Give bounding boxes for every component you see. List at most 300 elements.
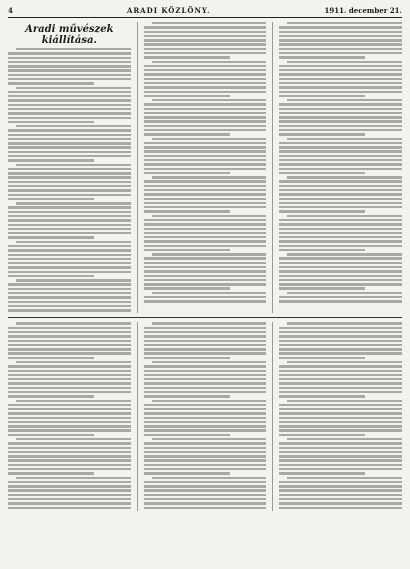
text-line — [279, 352, 402, 354]
text-line — [152, 176, 267, 178]
text-line — [279, 69, 402, 71]
text-line — [152, 400, 267, 402]
text-line — [144, 125, 267, 127]
text-line — [279, 120, 402, 122]
text-line — [279, 335, 402, 337]
text-line — [8, 296, 131, 298]
text-line — [144, 395, 230, 397]
text-line — [279, 82, 402, 84]
text-line — [287, 292, 402, 294]
text-line — [8, 378, 131, 380]
text-line — [279, 494, 402, 496]
text-line — [8, 117, 131, 119]
text-line — [144, 442, 267, 444]
text-line — [144, 189, 267, 191]
text-line — [279, 249, 365, 251]
text-line — [8, 228, 131, 230]
text-line — [279, 219, 402, 221]
text-line — [8, 99, 131, 101]
text-line — [279, 266, 402, 268]
text-line — [287, 361, 402, 363]
text-line — [144, 163, 267, 165]
text-line — [144, 472, 230, 474]
text-line — [144, 340, 267, 342]
text-line — [8, 365, 131, 367]
text-line — [144, 168, 267, 170]
text-line — [152, 322, 267, 324]
text-line — [279, 210, 365, 212]
text-line — [144, 91, 267, 93]
text-line — [152, 215, 267, 217]
column-4 — [8, 322, 131, 510]
text-line — [8, 502, 131, 504]
text-line — [144, 494, 267, 496]
text-line — [287, 438, 402, 440]
text-line — [279, 412, 402, 414]
text-line — [144, 270, 267, 272]
text-line — [279, 202, 402, 204]
text-line — [144, 232, 267, 234]
text-line — [8, 335, 131, 337]
text-line — [8, 254, 131, 256]
text-line — [8, 425, 131, 427]
text-line — [152, 438, 267, 440]
text-line — [8, 245, 131, 247]
text-line — [8, 408, 131, 410]
text-line — [144, 387, 267, 389]
text-line — [144, 193, 267, 195]
text-line — [8, 309, 131, 311]
text-line — [16, 241, 131, 243]
text-line — [152, 361, 267, 363]
text-line — [144, 408, 267, 410]
text-line — [8, 138, 131, 140]
text-line — [8, 464, 131, 466]
text-line — [8, 172, 131, 174]
text-line — [279, 365, 402, 367]
text-line — [144, 146, 267, 148]
text-line — [8, 494, 131, 496]
text-line — [144, 412, 267, 414]
text-line — [16, 361, 131, 363]
text-line — [279, 108, 402, 110]
text-line — [279, 133, 365, 135]
text-line — [8, 387, 131, 389]
text-line — [279, 125, 402, 127]
text-line — [279, 296, 402, 298]
text-line — [144, 202, 267, 204]
text-line — [144, 468, 267, 470]
text-line — [8, 189, 131, 191]
text-line — [8, 57, 131, 59]
text-line — [144, 404, 267, 406]
text-line — [8, 78, 131, 80]
text-line — [279, 73, 402, 75]
text-line — [144, 275, 267, 277]
text-line — [144, 262, 267, 264]
text-line — [144, 481, 267, 483]
text-line — [8, 417, 131, 419]
text-line — [279, 429, 402, 431]
text-line — [8, 305, 131, 307]
text-line — [8, 142, 131, 144]
text-line — [8, 455, 131, 457]
text-line — [8, 185, 131, 187]
text-line — [279, 502, 402, 504]
text-line — [8, 112, 131, 114]
text-line — [287, 322, 402, 324]
text-line — [8, 472, 94, 474]
text-line — [279, 507, 402, 509]
text-line — [152, 292, 267, 294]
text-line — [144, 344, 267, 346]
text-line — [287, 176, 402, 178]
text-line — [144, 108, 267, 110]
text-line — [144, 185, 267, 187]
text-line — [8, 108, 131, 110]
text-line — [144, 245, 267, 247]
text-line — [144, 279, 267, 281]
text-line — [279, 370, 402, 372]
text-line — [279, 275, 402, 277]
text-line — [8, 249, 131, 251]
text-line — [16, 279, 131, 281]
text-line — [144, 210, 230, 212]
column-1 — [8, 22, 131, 313]
text-line — [144, 434, 230, 436]
text-line — [279, 327, 402, 329]
text-line — [279, 331, 402, 333]
text-line — [279, 31, 402, 33]
text-line — [279, 48, 402, 50]
text-line — [279, 65, 402, 67]
text-line — [8, 104, 131, 106]
text-line — [144, 180, 267, 182]
text-line — [279, 498, 402, 500]
issue-date: 1911. december 21. — [324, 6, 402, 15]
text-line — [8, 271, 131, 273]
text-line — [144, 219, 267, 221]
text-line — [8, 262, 131, 264]
text-line — [8, 344, 131, 346]
text-line — [8, 121, 94, 123]
text-line — [8, 151, 131, 153]
text-line — [279, 228, 402, 230]
text-line — [144, 223, 267, 225]
text-line — [279, 172, 365, 174]
text-line — [279, 198, 402, 200]
text-line — [8, 434, 94, 436]
text-line — [279, 91, 402, 93]
text-line — [144, 95, 230, 97]
text-line — [144, 266, 267, 268]
text-line — [144, 43, 267, 45]
text-line — [144, 257, 267, 259]
text-line — [144, 56, 230, 58]
text-line — [8, 507, 131, 509]
text-line — [8, 219, 131, 221]
text-line — [8, 283, 131, 285]
text-line — [16, 125, 131, 127]
text-line — [279, 35, 402, 37]
text-line — [144, 48, 267, 50]
text-line — [8, 91, 131, 93]
text-line — [8, 206, 131, 208]
text-line — [144, 348, 267, 350]
text-line — [8, 224, 131, 226]
text-line — [287, 99, 402, 101]
text-line — [144, 382, 267, 384]
text-line — [279, 236, 402, 238]
text-line — [279, 26, 402, 28]
text-line — [279, 344, 402, 346]
text-line — [8, 340, 131, 342]
text-line — [144, 69, 267, 71]
text-line — [279, 112, 402, 114]
text-line — [279, 481, 402, 483]
upper-columns — [8, 22, 402, 313]
text-line — [279, 39, 402, 41]
text-line — [287, 253, 402, 255]
text-line — [16, 48, 131, 50]
text-line — [8, 374, 131, 376]
text-line — [144, 82, 267, 84]
text-line — [144, 249, 230, 251]
text-line — [8, 159, 94, 161]
text-line — [8, 451, 131, 453]
text-line — [279, 387, 402, 389]
text-line — [8, 258, 131, 260]
text-line — [16, 87, 131, 89]
text-line — [279, 417, 402, 419]
text-line — [279, 455, 402, 457]
text-line — [144, 327, 267, 329]
text-line — [144, 120, 267, 122]
text-line — [8, 61, 131, 63]
text-line — [144, 425, 267, 427]
text-line — [279, 451, 402, 453]
text-line — [287, 215, 402, 217]
text-line — [144, 459, 267, 461]
text-line — [8, 485, 131, 487]
column-6 — [279, 322, 402, 510]
text-line — [144, 39, 267, 41]
column-divider — [137, 22, 138, 313]
text-line — [8, 198, 94, 200]
column-divider — [272, 322, 273, 510]
text-line — [8, 301, 131, 303]
text-line — [144, 296, 267, 298]
text-line — [279, 146, 402, 148]
text-line — [144, 150, 267, 152]
text-line — [8, 288, 131, 290]
text-line — [8, 327, 131, 329]
text-line — [144, 374, 267, 376]
text-line — [144, 31, 267, 33]
text-line — [279, 163, 402, 165]
text-line — [279, 142, 402, 144]
text-line — [8, 447, 131, 449]
text-line — [8, 331, 131, 333]
text-line — [8, 82, 94, 84]
text-line — [8, 382, 131, 384]
column-2 — [144, 22, 267, 313]
text-line — [279, 185, 402, 187]
text-line — [8, 352, 131, 354]
text-line — [8, 134, 131, 136]
text-line — [144, 142, 267, 144]
text-line — [144, 78, 267, 80]
text-line — [144, 370, 267, 372]
text-line — [8, 95, 131, 97]
text-line — [8, 74, 131, 76]
text-line — [144, 86, 267, 88]
text-line — [8, 395, 94, 397]
text-line — [144, 365, 267, 367]
text-line — [279, 232, 402, 234]
text-line — [279, 391, 402, 393]
text-line — [279, 378, 402, 380]
text-line — [144, 228, 267, 230]
text-line — [144, 73, 267, 75]
column-3 — [279, 22, 402, 313]
text-line — [144, 52, 267, 54]
text-line — [16, 438, 131, 440]
column-divider — [272, 22, 273, 313]
text-line — [8, 146, 131, 148]
text-line — [144, 287, 230, 289]
text-line — [8, 215, 131, 217]
masthead — [8, 6, 402, 18]
text-line — [8, 194, 131, 196]
text-line — [279, 52, 402, 54]
text-line — [279, 408, 402, 410]
text-line — [144, 331, 267, 333]
lower-columns — [8, 322, 402, 510]
text-line — [144, 489, 267, 491]
text-line — [8, 489, 131, 491]
text-line — [144, 133, 230, 135]
text-line — [144, 455, 267, 457]
text-line — [144, 352, 267, 354]
text-line — [8, 52, 131, 54]
text-line — [279, 240, 402, 242]
text-line — [144, 283, 267, 285]
column-divider — [137, 322, 138, 510]
text-line — [144, 464, 267, 466]
text-line — [279, 468, 402, 470]
text-line — [144, 421, 267, 423]
text-line — [152, 61, 267, 63]
text-line — [279, 180, 402, 182]
text-line — [279, 283, 402, 285]
text-line — [279, 206, 402, 208]
text-line — [279, 155, 402, 157]
text-line — [8, 391, 131, 393]
text-line — [279, 357, 365, 359]
text-line — [8, 348, 131, 350]
text-line — [152, 138, 267, 140]
text-line — [144, 240, 267, 242]
text-line — [279, 78, 402, 80]
text-line — [144, 335, 267, 337]
text-line — [16, 202, 131, 204]
text-line — [144, 159, 267, 161]
text-line — [144, 498, 267, 500]
text-line — [8, 155, 131, 157]
text-line — [279, 300, 402, 302]
section-rule — [8, 317, 402, 318]
text-line — [8, 168, 131, 170]
text-line — [144, 429, 267, 431]
text-line — [279, 485, 402, 487]
text-line — [287, 400, 402, 402]
text-line — [279, 159, 402, 161]
text-line — [144, 391, 267, 393]
text-line — [144, 300, 267, 302]
text-line — [144, 447, 267, 449]
text-line — [8, 69, 131, 71]
text-line — [152, 253, 267, 255]
text-line — [144, 206, 267, 208]
text-line — [279, 95, 365, 97]
text-line — [144, 35, 267, 37]
text-line — [16, 477, 131, 479]
text-line — [279, 489, 402, 491]
text-line — [8, 412, 131, 414]
text-line — [8, 181, 131, 183]
text-line — [279, 168, 402, 170]
text-line — [279, 189, 402, 191]
text-line — [279, 270, 402, 272]
text-line — [144, 485, 267, 487]
text-line — [279, 103, 402, 105]
text-line — [8, 429, 131, 431]
text-line — [279, 86, 402, 88]
text-line — [144, 378, 267, 380]
text-line — [279, 150, 402, 152]
text-line — [279, 245, 402, 247]
text-line — [144, 172, 230, 174]
newspaper-title: ARADI KÖZLÖNY. — [126, 6, 211, 15]
text-line — [279, 257, 402, 259]
text-line — [279, 382, 402, 384]
text-line — [144, 155, 267, 157]
text-line — [279, 374, 402, 376]
text-line — [279, 447, 402, 449]
text-line — [8, 498, 131, 500]
text-line — [16, 164, 131, 166]
text-line — [279, 43, 402, 45]
text-line — [279, 193, 402, 195]
text-line — [8, 404, 131, 406]
column-5 — [144, 322, 267, 510]
text-line — [144, 116, 267, 118]
text-line — [279, 223, 402, 225]
text-line — [144, 26, 267, 28]
text-line — [144, 65, 267, 67]
text-line — [152, 22, 267, 24]
text-line — [8, 65, 131, 67]
text-line — [8, 129, 131, 131]
text-line — [279, 348, 402, 350]
text-line — [287, 22, 402, 24]
text-line — [144, 112, 267, 114]
text-line — [144, 103, 267, 105]
text-line — [279, 279, 402, 281]
text-line — [8, 468, 131, 470]
text-line — [287, 138, 402, 140]
